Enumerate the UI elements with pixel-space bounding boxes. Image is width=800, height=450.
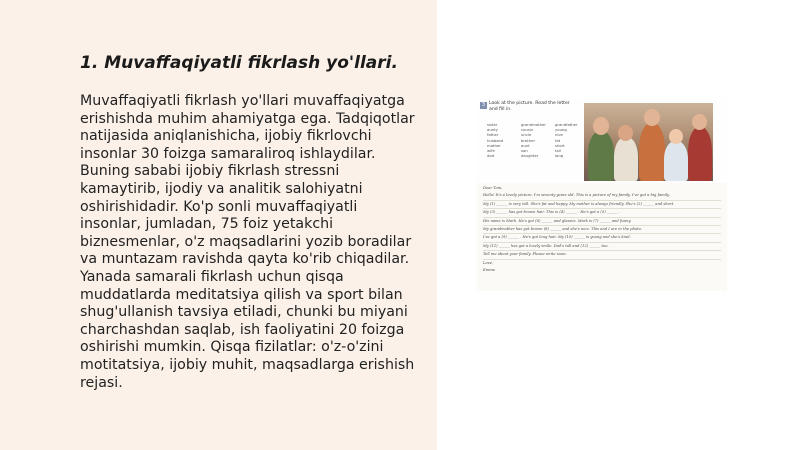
word-bank-item: fat (555, 137, 561, 143)
word-bank-item: grandmother (521, 122, 546, 127)
family-photo (584, 103, 713, 181)
word-bank-item: wife (487, 148, 495, 154)
letter-line: Love, (483, 260, 494, 265)
word-bank-item: young (555, 127, 567, 133)
letter-line: I've got a (9) ______ . He's got long hair. My (10) ______ is young and she's kind. (483, 234, 721, 242)
word-bank-item: cousin (521, 127, 534, 133)
photo-person (614, 137, 638, 181)
photo-person (588, 131, 614, 181)
word-bank-item: brother (521, 137, 536, 143)
letter-line: Hello! It's a lovely picture. I'm seventy years old. This is a picture of my family. I've got a big family. (483, 192, 721, 200)
photo-person-head (644, 109, 660, 126)
photo-person (688, 127, 712, 181)
photo-person-head (618, 125, 633, 141)
word-bank-item: nice (555, 132, 563, 138)
photo-person-head (669, 129, 683, 144)
word-bank-item: short (555, 142, 565, 148)
word-bank-column (487, 122, 520, 158)
slide-body-text: Muvaffaqiyatli fikrlash yo'llari muvaffaqiyatga erishishda muhim ahamiyatga ega. Tadqiqotlar natijasida aniqlanishicha, ijobiy fikrlovchi insonlar 30 foizga samaraliroq ishlaydilar. Buning sababi ijobiy fikrlash stressni kamaytirib, ijodiy va analitik salohiyatni oshirishidadir. Ko'p sonli muvaffaqiyatli insonlar, jumladan, 75 foiz yetakchi biznesmenlar, o'z maqsadlarini yozib boradilar va muntazam ravishda qayta ko'rib chiqadilar. Yanada samarali fikrlash uchun qisqa muddatlarda meditatsiya qilish va sport bilan shug'ullanish tavsiya etiladi, chunki bu miyani charchashdan saqlab, ish faoliyatini 20 foizga oshirishi mumkin. Qisqa fizilatlar: o'z-o'zini motitatsiya, ijobiy muhit, maqsadlarga erishish rejasi. (80, 93, 415, 391)
word-bank-item: tall (555, 148, 561, 154)
photo-person-head (692, 114, 707, 130)
exercise-number: 3 (481, 102, 486, 108)
word-bank-item: father (487, 132, 499, 138)
letter-line: My (11) ______ has got a lovely smile. Dad's tall and (12) ______ too. (483, 243, 721, 251)
letter-line: My (1) ______ is very tall. She's fat and happy. My mother is always friendly. She's (2) ______ and short. (483, 201, 721, 209)
letter-text (483, 185, 721, 274)
worksheet-image (477, 99, 727, 291)
word-bank-item: long (555, 153, 564, 159)
word-bank-item: son (521, 148, 528, 154)
word-bank-column (521, 122, 554, 158)
word-bank-item: husband (487, 137, 504, 143)
exercise-instruction: Look at the picture. Read the letter and fill in. (489, 101, 570, 112)
word-bank-item: sister (487, 122, 498, 127)
slide-title: 1. Muvaffaqiyatli fikrlash yo'llari. (80, 53, 398, 73)
word-bank-item: grandfather (555, 122, 578, 127)
letter-line: Emma (483, 268, 495, 273)
word-bank-item: daughter (521, 153, 539, 159)
word-bank-item: mother (487, 142, 501, 148)
letter-line: My grandmother has got brown (8) ______ and she's nice. This and I are in the photo. (483, 226, 721, 234)
photo-person (664, 141, 688, 181)
letter-line: His name is Mark. He's got (6) ______ and glasses. Mark is (7) ______ and funny. (483, 218, 721, 226)
word-bank-item: dad (487, 153, 495, 159)
worksheet-header (477, 99, 727, 183)
word-bank-item: aunty (487, 127, 498, 133)
photo-person-head (593, 117, 609, 135)
letter-line: Dear Tom, (483, 186, 503, 190)
photo-person (639, 123, 665, 181)
letter-line: My (3) ______ has got brown hair. This is (4) ______ . He's got a (5) ______ . (483, 209, 721, 217)
word-bank-item: uncle (521, 132, 532, 138)
word-bank-item: aunt (521, 142, 530, 148)
letter-line: Tell me about your family. Please write soon. (483, 251, 721, 259)
